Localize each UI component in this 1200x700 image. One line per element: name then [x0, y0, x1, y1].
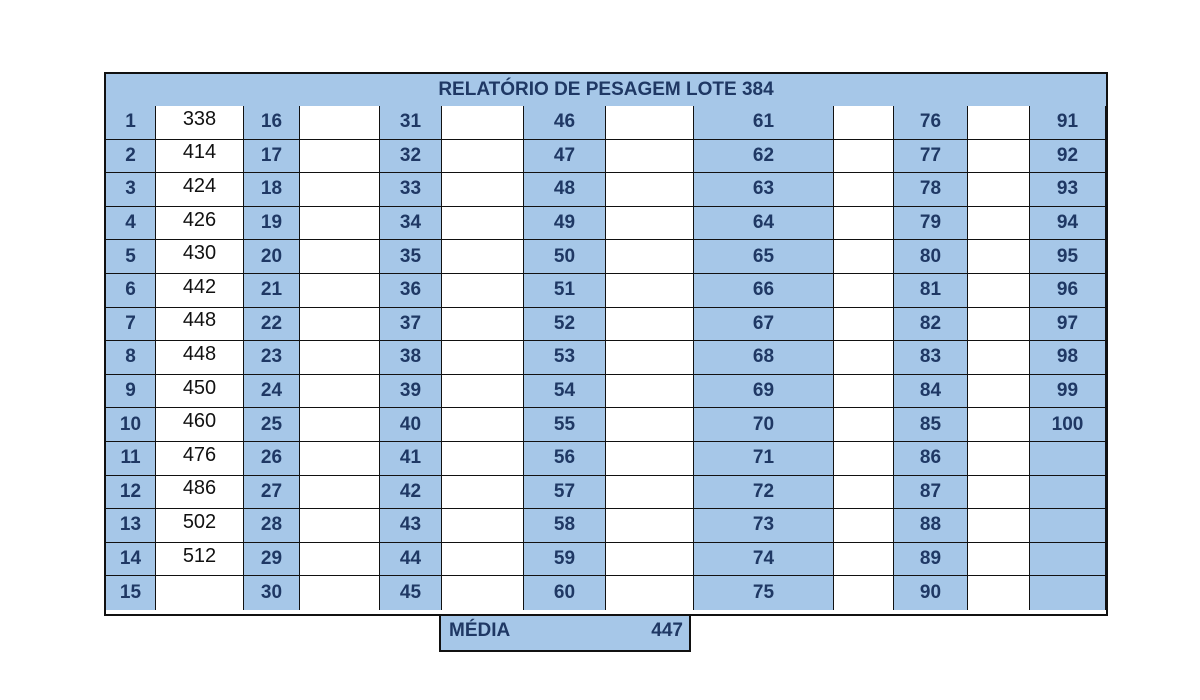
row-number-cell: 15	[106, 576, 156, 610]
row-number-cell: 8	[106, 341, 156, 375]
row-number-cell: 14	[106, 543, 156, 577]
weight-value-cell: 338	[156, 106, 244, 140]
row-number-cell: 45	[380, 576, 442, 610]
row-number-cell: 23	[244, 341, 300, 375]
row-number-cell: 38	[380, 341, 442, 375]
row-number-cell: 21	[244, 274, 300, 308]
row-number-cell: 90	[894, 576, 968, 610]
weight-value-cell	[606, 274, 694, 308]
row-number-cell: 33	[380, 173, 442, 207]
weight-value-cell	[442, 375, 524, 409]
row-number-cell: 100	[1030, 408, 1106, 442]
weight-value-cell	[968, 375, 1030, 409]
weight-value-cell	[442, 173, 524, 207]
weight-value-cell	[300, 543, 380, 577]
weight-value-cell: 442	[156, 274, 244, 308]
weight-value-cell	[442, 476, 524, 510]
row-number-cell: 36	[380, 274, 442, 308]
row-number-cell: 37	[380, 308, 442, 342]
row-number-cell: 42	[380, 476, 442, 510]
weight-value-cell	[968, 173, 1030, 207]
weight-value-cell	[968, 106, 1030, 140]
row-number-cell: 26	[244, 442, 300, 476]
weight-value-cell	[606, 240, 694, 274]
weight-value-cell	[834, 240, 894, 274]
weight-value-cell	[606, 173, 694, 207]
average-label: MÉDIA	[449, 620, 511, 641]
weight-value-cell	[834, 576, 894, 610]
row-number-cell	[1030, 442, 1106, 476]
weight-value-cell	[606, 509, 694, 543]
average-box	[439, 614, 691, 652]
weight-value-cell	[300, 106, 380, 140]
row-number-cell: 19	[244, 207, 300, 241]
weight-value-cell	[442, 341, 524, 375]
row-number-cell: 11	[106, 442, 156, 476]
row-number-cell: 28	[244, 509, 300, 543]
weight-value-cell	[442, 106, 524, 140]
row-number-cell: 40	[380, 408, 442, 442]
weight-value-cell	[606, 442, 694, 476]
row-number-cell: 53	[524, 341, 606, 375]
row-number-cell: 80	[894, 240, 968, 274]
weight-value-cell	[442, 509, 524, 543]
row-number-cell: 82	[894, 308, 968, 342]
weight-value-cell	[968, 274, 1030, 308]
weight-value-cell	[606, 408, 694, 442]
weight-value-cell	[834, 509, 894, 543]
row-number-cell: 6	[106, 274, 156, 308]
row-number-cell: 51	[524, 274, 606, 308]
weight-value-cell	[300, 442, 380, 476]
weight-value-cell	[442, 408, 524, 442]
weight-value-cell	[300, 308, 380, 342]
row-number-cell: 17	[244, 140, 300, 174]
weight-value-cell	[834, 442, 894, 476]
row-number-cell: 58	[524, 509, 606, 543]
weight-value-cell: 426	[156, 207, 244, 241]
weight-value-cell	[968, 207, 1030, 241]
row-number-cell	[1030, 476, 1106, 510]
row-number-cell: 16	[244, 106, 300, 140]
row-number-cell: 56	[524, 442, 606, 476]
weight-value-cell	[834, 173, 894, 207]
row-number-cell: 41	[380, 442, 442, 476]
row-number-cell: 93	[1030, 173, 1106, 207]
row-number-cell: 79	[894, 207, 968, 241]
weight-value-cell: 448	[156, 308, 244, 342]
weight-value-cell: 460	[156, 408, 244, 442]
row-number-cell: 65	[694, 240, 834, 274]
weight-value-cell	[606, 106, 694, 140]
row-number-cell: 47	[524, 140, 606, 174]
row-number-cell: 88	[894, 509, 968, 543]
weight-value-cell	[442, 274, 524, 308]
weight-value-cell	[968, 140, 1030, 174]
row-number-cell: 35	[380, 240, 442, 274]
row-number-cell: 31	[380, 106, 442, 140]
row-number-cell: 91	[1030, 106, 1106, 140]
weight-value-cell	[834, 207, 894, 241]
weight-value-cell	[968, 576, 1030, 610]
row-number-cell: 4	[106, 207, 156, 241]
row-number-cell: 97	[1030, 308, 1106, 342]
row-number-cell: 32	[380, 140, 442, 174]
weight-value-cell	[834, 341, 894, 375]
row-number-cell: 86	[894, 442, 968, 476]
weight-value-cell	[834, 274, 894, 308]
weight-value-cell	[606, 476, 694, 510]
weight-value-cell	[442, 442, 524, 476]
row-number-cell: 77	[894, 140, 968, 174]
weight-value-cell: 502	[156, 509, 244, 543]
weight-value-cell	[300, 240, 380, 274]
weight-value-cell: 486	[156, 476, 244, 510]
weight-value-cell	[968, 408, 1030, 442]
row-number-cell: 54	[524, 375, 606, 409]
row-number-cell: 25	[244, 408, 300, 442]
row-number-cell: 55	[524, 408, 606, 442]
row-number-cell: 24	[244, 375, 300, 409]
row-number-cell: 76	[894, 106, 968, 140]
row-number-cell: 5	[106, 240, 156, 274]
weight-value-cell	[300, 274, 380, 308]
row-number-cell: 83	[894, 341, 968, 375]
row-number-cell: 94	[1030, 207, 1106, 241]
row-number-cell: 18	[244, 173, 300, 207]
row-number-cell: 30	[244, 576, 300, 610]
weight-value-cell	[968, 341, 1030, 375]
row-number-cell: 78	[894, 173, 968, 207]
row-number-cell	[1030, 576, 1106, 610]
row-number-cell: 43	[380, 509, 442, 543]
weight-value-cell	[300, 173, 380, 207]
row-number-cell	[1030, 509, 1106, 543]
row-number-cell: 60	[524, 576, 606, 610]
weight-value-cell	[606, 140, 694, 174]
row-number-cell: 12	[106, 476, 156, 510]
weight-value-cell	[442, 207, 524, 241]
weight-value-cell	[834, 308, 894, 342]
weight-value-cell	[834, 543, 894, 577]
weight-value-cell	[606, 341, 694, 375]
weight-value-cell	[606, 543, 694, 577]
weight-value-cell	[834, 408, 894, 442]
weight-value-cell: 476	[156, 442, 244, 476]
row-number-cell: 73	[694, 509, 834, 543]
row-number-cell: 52	[524, 308, 606, 342]
weight-value-cell	[968, 240, 1030, 274]
weight-value-cell: 414	[156, 140, 244, 174]
row-number-cell: 99	[1030, 375, 1106, 409]
row-number-cell: 34	[380, 207, 442, 241]
row-number-cell: 20	[244, 240, 300, 274]
weight-value-cell: 512	[156, 543, 244, 577]
row-number-cell: 96	[1030, 274, 1106, 308]
row-number-cell: 70	[694, 408, 834, 442]
weight-value-cell	[442, 308, 524, 342]
row-number-cell: 10	[106, 408, 156, 442]
row-number-cell: 68	[694, 341, 834, 375]
row-number-cell	[1030, 543, 1106, 577]
weight-value-cell: 430	[156, 240, 244, 274]
row-number-cell: 85	[894, 408, 968, 442]
weight-value-cell	[834, 476, 894, 510]
row-number-cell: 89	[894, 543, 968, 577]
weight-value-cell	[442, 543, 524, 577]
weight-value-cell	[968, 543, 1030, 577]
row-number-cell: 39	[380, 375, 442, 409]
row-number-cell: 27	[244, 476, 300, 510]
row-number-cell: 66	[694, 274, 834, 308]
row-number-cell: 44	[380, 543, 442, 577]
row-number-cell: 57	[524, 476, 606, 510]
row-number-cell: 29	[244, 543, 300, 577]
row-number-cell: 95	[1030, 240, 1106, 274]
weight-value-cell	[834, 375, 894, 409]
weight-value-cell	[300, 341, 380, 375]
row-number-cell: 74	[694, 543, 834, 577]
row-number-cell: 50	[524, 240, 606, 274]
weight-value-cell	[834, 140, 894, 174]
weight-value-cell	[606, 207, 694, 241]
row-number-cell: 84	[894, 375, 968, 409]
weight-value-cell	[968, 308, 1030, 342]
row-number-cell: 64	[694, 207, 834, 241]
row-number-cell: 7	[106, 308, 156, 342]
row-number-cell: 63	[694, 173, 834, 207]
weight-value-cell	[300, 375, 380, 409]
weighing-report-table	[104, 72, 1108, 616]
row-number-cell: 98	[1030, 341, 1106, 375]
row-number-cell: 62	[694, 140, 834, 174]
weight-value-cell	[300, 140, 380, 174]
row-number-cell: 81	[894, 274, 968, 308]
row-number-cell: 92	[1030, 140, 1106, 174]
row-number-cell: 48	[524, 173, 606, 207]
row-number-cell: 59	[524, 543, 606, 577]
weight-value-cell	[442, 240, 524, 274]
report-title: RELATÓRIO DE PESAGEM LOTE 384	[106, 74, 1106, 108]
row-number-cell: 75	[694, 576, 834, 610]
weight-value-cell	[300, 408, 380, 442]
row-number-cell: 49	[524, 207, 606, 241]
weight-value-cell	[968, 509, 1030, 543]
weight-value-cell	[606, 576, 694, 610]
weight-value-cell	[606, 308, 694, 342]
row-number-cell: 67	[694, 308, 834, 342]
row-number-cell: 22	[244, 308, 300, 342]
row-number-cell: 13	[106, 509, 156, 543]
weight-value-cell: 448	[156, 341, 244, 375]
row-number-cell: 1	[106, 106, 156, 140]
weight-value-cell	[968, 476, 1030, 510]
row-number-cell: 3	[106, 173, 156, 207]
weight-value-cell	[300, 207, 380, 241]
weight-value-cell	[300, 476, 380, 510]
weight-value-cell: 424	[156, 173, 244, 207]
row-number-cell: 72	[694, 476, 834, 510]
weight-value-cell	[968, 442, 1030, 476]
row-number-cell: 61	[694, 106, 834, 140]
row-number-cell: 46	[524, 106, 606, 140]
weight-value-cell	[442, 140, 524, 174]
weight-value-cell	[156, 576, 244, 610]
weight-value-cell	[606, 375, 694, 409]
row-number-cell: 69	[694, 375, 834, 409]
average-value: 447	[651, 620, 683, 641]
weight-value-cell	[442, 576, 524, 610]
row-number-cell: 87	[894, 476, 968, 510]
row-number-cell: 71	[694, 442, 834, 476]
row-number-cell: 9	[106, 375, 156, 409]
weight-value-cell	[300, 576, 380, 610]
weight-value-cell: 450	[156, 375, 244, 409]
weight-value-cell	[834, 106, 894, 140]
row-number-cell: 2	[106, 140, 156, 174]
weight-value-cell	[300, 509, 380, 543]
